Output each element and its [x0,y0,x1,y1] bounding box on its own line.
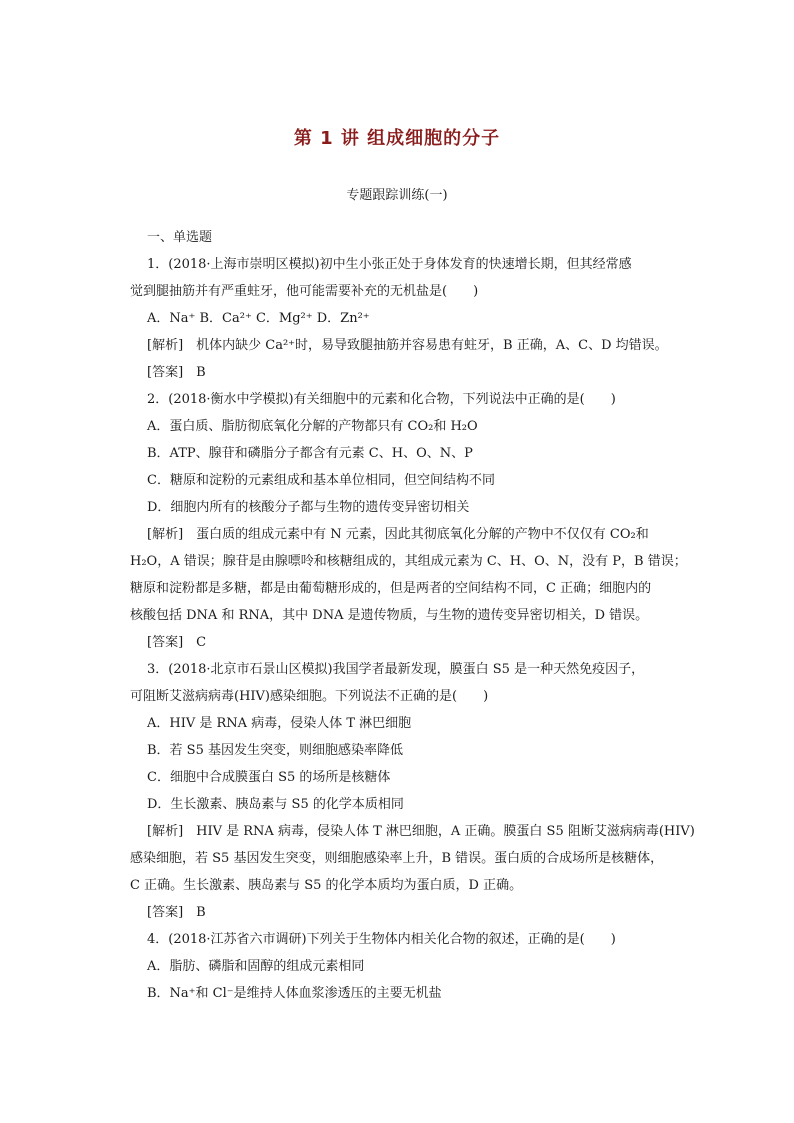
q3-option-a: A．HIV 是 RNA 病毒，侵染人体 T 淋巴细胞 [147,716,412,731]
q1-analysis: [解析] 机体内缺少 Ca²⁺时，易导致腿抽筋并容易患有蛀牙，B 正确，A、C、D 均错误。 [147,338,668,353]
q4-stem: 4．(2018·江苏省六市调研)下列关于生物体内相关化合物的叙述，正确的是( ) [147,932,616,947]
q2-analysis-line2: H₂O，A 错误；腺苷是由腺嘌呤和核糖组成的，其组成元素为 C、H、O、N，没有 P，B 错误； [130,554,687,569]
q2-option-d: D．细胞内所有的核酸分子都与生物的遗传变异密切相关 [147,500,470,515]
q1-stem-line1: 1．(2018·上海市崇明区模拟)初中生小张正处于身体发育的快速增长期，但其经常感 [147,257,632,272]
q2-stem: 2．(2018·衡水中学模拟)有关细胞中的元素和化合物，下列说法中正确的是( ) [147,392,616,407]
q1-options: A．Na⁺ B．Ca²⁺ C．Mg²⁺ D．Zn²⁺ [147,311,370,326]
q4-option-b: B．Na⁺和 Cl⁻是维持人体血浆渗透压的主要无机盐 [147,986,442,1001]
q1-answer [130,359,670,386]
q3-analysis-line3: C 正确。生长激素、胰岛素与 S5 的化学本质均为蛋白质，D 正确。 [130,878,523,893]
page-title: 第 1 讲 组成细胞的分子 [293,128,501,149]
answer-label: [答案] [147,635,184,650]
section-heading: 一、单选题 [147,230,213,245]
q2-option-b: B．ATP、腺苷和磷脂分子都含有元素 C、H、O、N、P [147,446,473,461]
q2-analysis-line3: 糖原和淀粉都是多糖，都是由葡萄糖形成的，但是两者的空间结构不同，C 正确；细胞内的 [130,581,652,596]
q2-answer [130,629,670,656]
q2-analysis-line4: 核酸包括 DNA 和 RNA，其中 DNA 是遗传物质，与生物的遗传变异密切相关，D 错误。 [130,608,649,623]
document-body [130,224,695,1007]
q3-answer [130,899,670,926]
answer-value: B [196,905,206,920]
answer-label: [答案] [147,905,184,920]
q2-analysis-line1: [解析] 蛋白质的组成元素中有 N 元素，因此其彻底氧化分解的产物中不仅仅有 CO₂和 [147,527,649,542]
q2-option-a: A．蛋白质、脂肪彻底氧化分解的产物都只有 CO₂和 H₂O [147,419,478,434]
answer-value: B [196,365,206,380]
q4-option-a: A．脂肪、磷脂和固醇的组成元素相同 [147,959,365,974]
page-subtitle: 专题跟踪训练(一) [346,188,448,203]
q3-option-b: B．若 S5 基因发生突变，则细胞感染率降低 [147,743,403,758]
answer-value: C [196,635,207,650]
q1-stem-line2: 觉到腿抽筋并有严重蛀牙，他可能需要补充的无机盐是( ) [130,284,479,299]
q3-stem-line1: 3．(2018·北京市石景山区模拟)我国学者最新发现，膜蛋白 S5 是一种天然免疫因子， [147,662,645,677]
q3-option-c: C．细胞中合成膜蛋白 S5 的场所是核糖体 [147,770,391,785]
q3-stem-line2: 可阻断艾滋病病毒(HIV)感染细胞。下列说法不正确的是( ) [130,689,489,704]
q3-analysis-line2: 感染细胞，若 S5 基因发生突变，则细胞感染率上升，B 错误。蛋白质的合成场所是核糖体， [130,851,664,866]
q3-analysis-line1: [解析] HIV 是 RNA 病毒，侵染人体 T 淋巴细胞，A 正确。膜蛋白 S5 阻断艾滋病病毒(HIV) [147,824,695,839]
q2-option-c: C．糖原和淀粉的元素组成和基本单位相同，但空间结构不同 [147,473,495,488]
answer-label: [答案] [147,365,184,380]
q3-option-d: D．生长激素、胰岛素与 S5 的化学本质相同 [147,797,404,812]
